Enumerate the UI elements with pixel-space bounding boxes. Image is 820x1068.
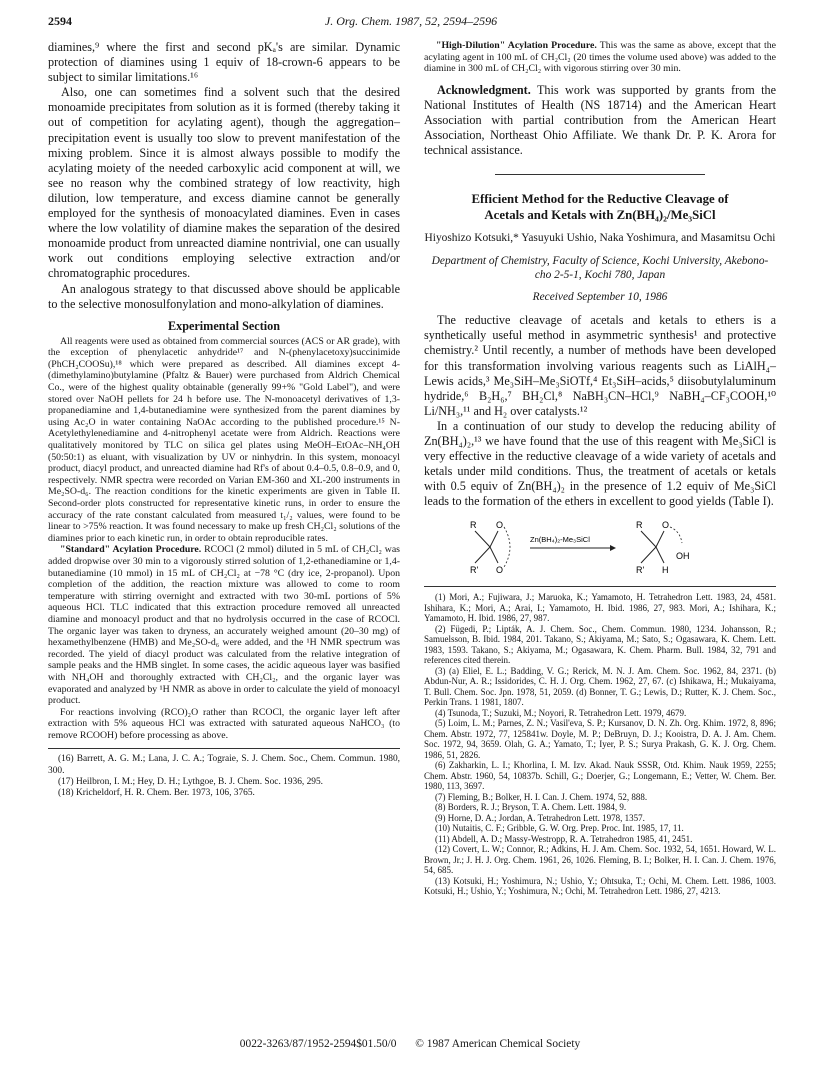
footnote: (17) Heilbron, I. M.; Hey, D. H.; Lythgoe, B. J. Chem. Soc. 1936, 295. <box>58 776 323 787</box>
run-in-heading: "High-Dilution" Acylation Procedure. <box>436 40 597 51</box>
page-footer <box>0 1038 820 1050</box>
paragraph: An analogous strategy to that discussed above should be applicable to the selective monosulfonylation and mono-alkylation of diamines. <box>48 281 400 311</box>
scheme-reagent: Zn(BH₄)₂-Me₃SiCl <box>530 535 590 545</box>
bond <box>641 531 656 547</box>
paragraph-text: RCOCl (2 mmol) diluted in 5 mL of CH₂Cl₂ was added dropwise over 30 min to a vigorously stirred solution of 1,2-ethanediamine or 1,4-butanediamine (10 mmol) in 15 mL of CH₂Cl₂ at −78 °C (dry ice, 2-propanol). Upon completion of the addition, the reaction mixture was allowed to come to room temperature with stirring overnight and extracted with two 30-mL portions of 5% aqueous HCl. TLC indicated that this extraction procedure removed all unreacted diamine and monoacyl product and that no hydrolysis occurred in the case of RCOCl. The organic layer was taken to dryness, an accurately weighed amount (20–30 mg) of hexamethylbenzene (HMB) and Me₂SO-d₆ were added, and the ¹H NMR spectrum was recorded. The yield of diacyl product was calculated from the relative integration of sample peaks and the HMB singlet. In some cases, the acidic aqueous layer was basified with NH₄OH and thoroughly extracted with CH₂Cl₂, and the organic layer was evaporated and analyzed by ¹H NMR as above in order to calculate the yield of monoacyl product. <box>48 544 400 707</box>
bond <box>490 531 498 547</box>
affiliation: Department of Chemistry, Faculty of Science, Kochi University, Akebono-cho 2-5-1, Kochi 780, Japan <box>431 255 769 282</box>
arrowhead <box>610 545 616 551</box>
scheme-r-left-bot: R' <box>470 565 479 576</box>
reference: (2) Fügedi, P.; Lipták, A. J. Chem. Soc., Chem. Commun. 1980, 1234. Johansson, R.; Samuelsson, B. Ibid. 1984, 201. Takano, S.; Akiyama, M.; Sato, S.; Ogasawara, K. Chem. Lett. 1983, 1593. Takano, S.; Akiyama, M.; Ogasawara, K. Chem. Pharm. Bull. 1984, 32, 791 and references cited therein. <box>424 623 776 666</box>
scheme-o-right: O <box>662 520 670 531</box>
scheme-r-right-bot: R' <box>636 565 645 576</box>
right-column <box>424 40 776 897</box>
bond <box>656 531 664 547</box>
paragraph: For reactions involving (RCO)₂O rather than RCOCl, the organic layer left after extraction with 5% aqueous HCl was extracted with saturated aqueous NaHCO₃ (to remove RCOOH) before processing as above. <box>48 706 400 741</box>
bond <box>475 547 490 563</box>
footnote: (16) Barrett, A. G. M.; Lana, J. C. A.; Tograie, S. J. Chem. Soc., Chem. Commun. 1980, 300. <box>48 754 400 776</box>
copyright: © 1987 American Chemical Society <box>415 1038 581 1050</box>
scheme-r-right-top: R <box>636 520 643 531</box>
article-separator <box>495 174 705 175</box>
paragraph-text: This was the same as above, except that the acylating agent in 100 mL of CH₂Cl₂ (20 times the volume used above) was added to the diamine in 300 mL of CH₂Cl₂ with vigorous stirring over 30 min. <box>424 40 776 75</box>
reference: (11) Abdell, A. D.; Massy-Westropp, R. A. Tetrahedron 1985, 41, 2451. <box>435 833 693 844</box>
authors: Hiyoshizo Kotsuki,* Yasuyuki Ushio, Naka Yoshimura, and Masamitsu Ochi <box>424 232 776 245</box>
title-line: Acetals and Ketals with Zn(BH₄)₂/Me₃SiCl <box>484 208 716 223</box>
section-heading: Experimental Section <box>167 318 281 333</box>
run-in-heading: Acknowledgment. <box>437 82 531 97</box>
reference: (12) Covert, L. W.; Connor, R.; Adkins, H. J. Am. Chem. Soc. 1932, 54, 1651. Howard, W. L. Brown, Jr.; J. H. J. Org. Chem. 1961, 26, 1026. Fleming, B. I.; Bolker, H. I. Can. J. Chem. 1976, 54, 685. <box>424 844 776 876</box>
footnotes <box>48 754 400 799</box>
paragraph: All reagents were used as obtained from commercial sources (ACS or AR grade), with the exception of phenylacetic anhydride¹⁷ and N-(phenylacetoxy)succinimide (PhCH₂COOSu),¹⁸ which were prepared as described. All diamines except 4-(dimethylamino)butylamine (Pfaltz & Bauer) were purchased from Aldrich Chemical Co., were of the highest quality obtainable (generally 99+% "Gold Label"), and were stored over NaOH pellets for 24 h before use. The N-monoacetyl derivatives of 1,3-propanediamine and 1,4-butanediamine were synthesized from the parent diamines by using Ac₂O in water containing NaOAc according to the published procedure.¹⁵ N-Acetylethylenediamine and 4-nitrophenyl acetate were from Aldrich. Reactions were qualitatively monitored by TLC on silica gel plates using MeOH–EtOAc–NH₄OH (50:50:1) as eluant, with visualization by UV or ninhydrin. In this system, monoacyl product, diacyl product, and unreacted diamine had Rf's of about 0.4–0.5, 0.8–0.9, and 0, respectively. NMR spectra were recorded on Varian EM-360 and XL-200 instruments in Me₂SO-d₆. The reaction conditions for the kinetic experiments are given in Table II. Second-order plots constructed for representative kinetic runs, in order to ensure the accuracy of the rate constant calculated from measured t₁/₂ values, were found to be linear to >75% reaction. It was found necessary to make up fresh CH₂Cl₂ solutions of the diamines prior to each kinetic run, in order to obtain reproducible rates. <box>48 335 400 544</box>
paragraph-text: This work was supported by grants from the National Institutes of Health (NS 18714) and the American Heart Association with partial contribution from the American Heart Association, Northeast Ohio Affiliate. We thank Dr. P. K. Arora for technical assistance. <box>424 82 776 158</box>
reference: (5) Loim, L. M.; Parnes, Z. N.; Vasil'eva, S. P.; Kursanov, D. N. Zh. Org. Khim. 1972, 8, 896; Chem. Abstr. 1972, 77, 125841w. Doyle, M. P.; DeBruyn, D. J.; Kooistra, D. A. J. Am. Chem. Soc. 1972, 94, 3659. Olah, G. A.; Yamato, T.; Iyer, P. S.; Surya Prakash, G. K. J. Org. Chem. 1986, 51, 2826. <box>424 718 776 760</box>
scheme-r-left-top: R <box>470 520 477 531</box>
bond <box>656 547 664 563</box>
journal-citation: J. Org. Chem. 1987, 52, 2594–2596 <box>324 14 498 28</box>
running-head <box>48 14 774 30</box>
paragraph: diamines,⁹ where the first and second pKₐ's are similar. Dynamic protection of diamines using 1 equiv of 18-crown-6 appears to be subject to similar limitations.¹⁶ <box>48 40 400 85</box>
left-column <box>48 40 400 799</box>
scheme-oh-right: OH <box>676 551 690 562</box>
bond <box>641 547 656 563</box>
scheme-h-right: H <box>662 565 669 576</box>
scheme-o-left-bot: O <box>496 565 504 576</box>
paragraph <box>424 40 776 75</box>
references <box>424 592 776 897</box>
reference: (8) Borders, R. J.; Bryson, T. A. Chem. Lett. 1984, 9. <box>435 802 627 813</box>
run-in-heading: "Standard" Acylation Procedure. <box>60 544 202 556</box>
footnote-rule <box>48 748 400 749</box>
acknowledgment <box>424 83 776 158</box>
reference: (4) Tsunoda, T.; Suzuki, M.; Noyori, R. Tetrahedron Lett. 1979, 4679. <box>435 707 687 718</box>
paragraph: Also, one can sometimes find a solvent such that the desired monoamide precipitates from solution as it is formed (thereby taking it out of competition for acylating agent), though the aggregation–precipitation event is usually too slow to prevent manifestation of the mixing problem. Since it is almost always possible to modify the acylating moiety of the needed carboxylic acid component at will, we see no reason why the combined strategy of low reactivity, high dilution, low temperature, and excess diamine cannot be generally employed for the synthesis of monoacylated diamines. Even in cases where the low volatility of diamine makes the separation of the desired monoamide product from unreacted diamine nontrivial, one can usually work out conditions employing selective extraction and/or chromatographic procedures. <box>48 85 400 281</box>
reference: (1) Mori, A.; Fujiwara, J.; Maruoka, K.; Yamamoto, H. Tetrahedron Lett. 1983, 24, 4581. Ishihara, K.; Mori, A.; Arai, I.; Yamamoto, H. Ibid. 1986, 27, 983. Mori, A.; Ishihara, K.; Yamamoto, H. Ibid. 1986, 27, 987. <box>424 592 776 624</box>
page-number: 2594 <box>48 14 72 28</box>
reference: (9) Horne, D. A.; Jordan, A. Tetrahedron Lett. 1978, 1357. <box>435 812 645 823</box>
bond <box>490 547 498 563</box>
dashed-ring <box>504 527 510 567</box>
reference: (6) Zakharkin, L. I.; Khorlina, I. M. Izv. Akad. Nauk SSSR, Otd. Khim. Nauk 1959, 2255; Chem. Abstr. 1960, 54, 10837b. Schill, G.; Doerjer, G.; Longemann, E.; Vetter, W. Chem. Ber. 1980, 113, 3697. <box>424 760 776 792</box>
reference: (7) Fleming, B.; Bolker, H. I. Can. J. Chem. 1974, 52, 888. <box>435 791 648 802</box>
received-date: Received September 10, 1986 <box>532 291 668 304</box>
paragraph: In a continuation of our study to develop the reducing ability of Zn(BH₄)₂,¹³ we have found that the use of this reagent with Me₃SiCl is very effective in the reductive cleavage of a wide variety of acetals and ketals under mild conditions. Thus, the treatment of acetals or ketals with 0.5 equiv of Zn(BH₄)₂ in the presence of 1.2 equiv of Me₃SiCl leads to the formation of the ethers in excellent to good yields (Table I). <box>424 418 776 509</box>
scheme-o-left-top: O <box>496 520 504 531</box>
dashed-chain <box>670 527 682 543</box>
bond <box>475 531 490 547</box>
reference: (10) Nutaitis, C. F.; Gribble, G. W. Org. Prep. Proc. Int. 1985, 17, 11. <box>435 823 684 834</box>
reference: (13) Kotsuki, H.; Yoshimura, N.; Ushio, Y.; Ohtsuka, T.; Ochi, M. Chem. Lett. 1986, 1003. Kotsuki, H.; Ushio, Y.; Yoshimura, N.; Ochi, M. Tetrahedron Lett. 1986, 27, 4213. <box>424 875 776 897</box>
paragraph: The reductive cleavage of acetals and ketals to ethers is a synthetically useful method in asymmetric synthesis¹ and protective chemistry.² Until recently, a number of methods have been developed for this transformation involving various reagents such as LiAlH₄–Lewis acids,³ Me₃SiH–Me₃SiOTf,⁴ Et₃SiH–acids,⁵ diisobutylaluminum hydride,⁶ B₂H₆,⁷ BH₂Cl,⁸ NaBH₃CN–HCl,⁹ NaBH₄–CF₃COOH,¹⁰ Li/NH₃,¹¹ and H₂ over catalysts.¹² <box>424 313 776 418</box>
paragraph <box>48 544 400 706</box>
article-title <box>424 191 776 223</box>
issn-code: 0022-3263/87/1952-2594$01.50/0 <box>239 1038 397 1050</box>
reference: (3) (a) Eliel, E. L.; Badding, V. G.; Rerick, M. N. J. Am. Chem. Soc. 1962, 84, 2371. (b) Abdun-Nur, A. R.; Issidorides, C. H. J. Org. Chem. 1962, 27, 67. (c) Ishikawa, H.; Mukaiyama, T. Bull. Chem. Soc. Jpn. 1978, 51, 2059. (d) Bonner, T. G.; Lewis, D.; Rutter, K. J. Chem. Soc., Perkin Trans. 1 1981, 1807. <box>424 665 776 708</box>
title-line: Efficient Method for the Reductive Cleavage of <box>471 192 729 207</box>
footnote: (18) Kricheldorf, H. R. Chem. Ber. 1973, 106, 3765. <box>58 788 255 799</box>
reaction-scheme <box>450 517 750 579</box>
references-rule <box>424 586 776 587</box>
